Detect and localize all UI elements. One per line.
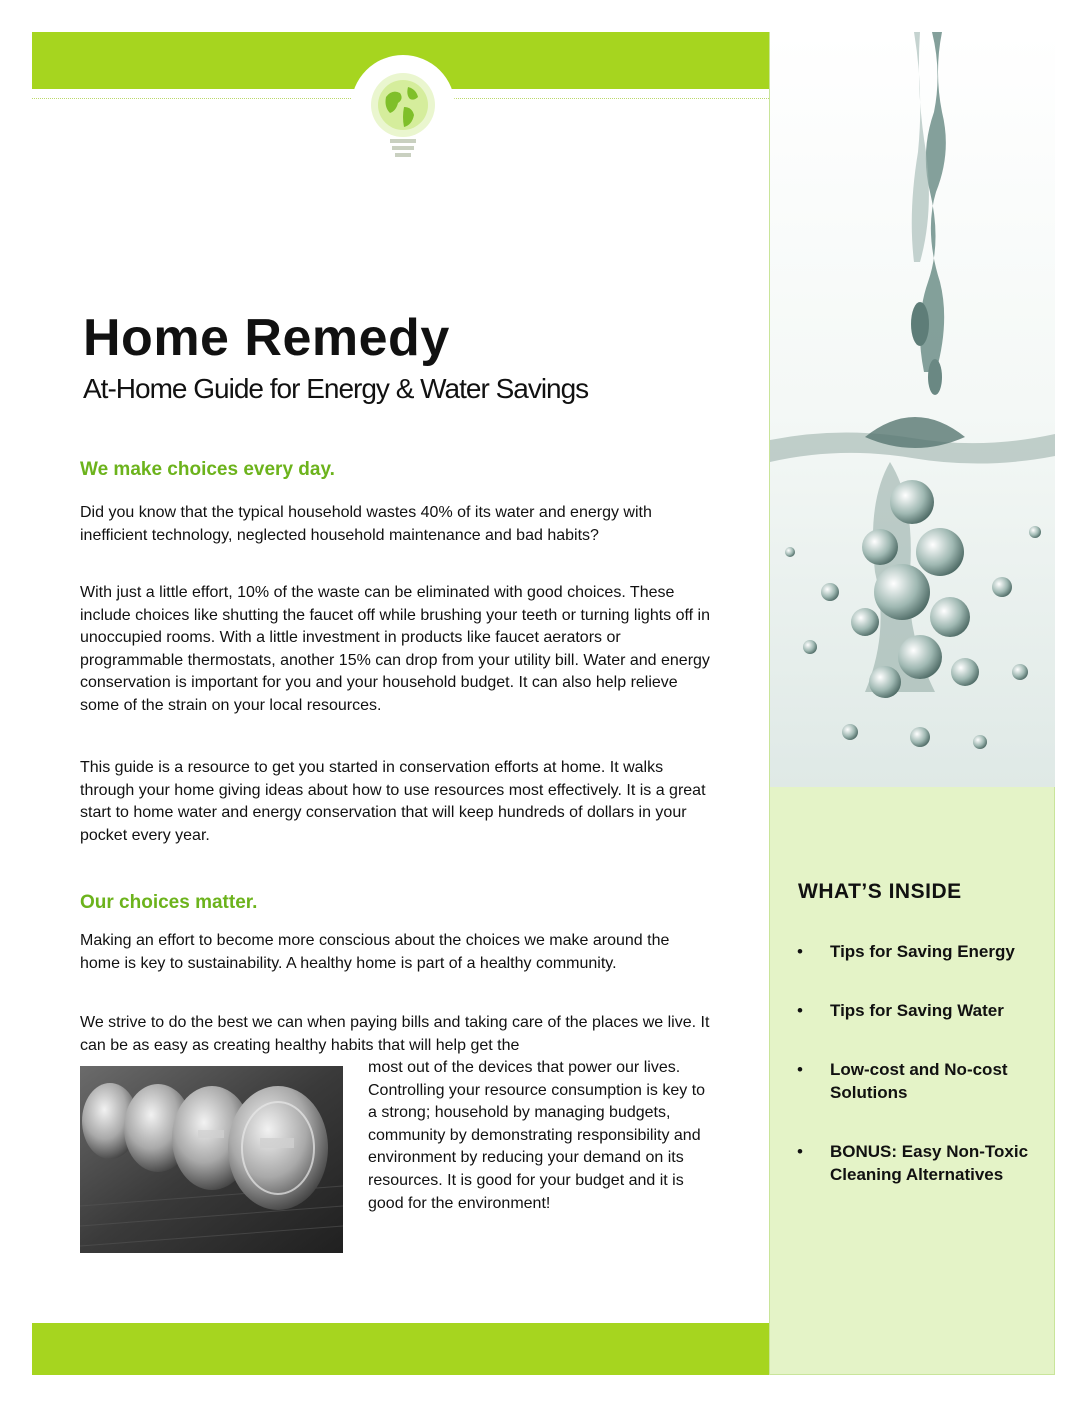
list-item-label: Tips for Saving Energy — [830, 942, 1015, 961]
paragraph: This guide is a resource to get you started in conservation efforts at home. It walks through your home giving ideas about how to use resources most effectively. It is a great start to home water and energy conservation that will keep hundreds of dollars in your pocket every year. — [80, 759, 706, 844]
sidebar-panel — [769, 32, 1055, 1375]
bottom-accent-bar — [32, 1323, 769, 1375]
paragraph: With just a little effort, 10% of the waste can be eliminated with good choices. These include choices like shutting the faucet off while brushing your teeth or turning lights off in unoccupied rooms. With a little investment in products like faucet aerators or programmable thermostats, another 15% can drop from your utility bill. Water and energy conservation is important for you and your household budget. It can also help relieve some of the strain on your local resources. — [80, 584, 711, 714]
list-item — [797, 999, 1037, 1022]
paragraph: Did you know that the typical household wastes 40% of its water and energy with inefficient technology, neglected household maintenance and bad habits? — [80, 504, 652, 544]
list-item — [797, 1058, 1037, 1104]
wrapped-paragraph: most out of the devices that power our lives. Controlling your resource consumption is key to a strong; household by managing budgets, community by demonstrating responsibility and environment by reducing your demand on its resources. It is good for your budget and it is good for the environment! — [368, 1059, 706, 1212]
paragraph: Making an effort to become more conscious about the choices we make around the home is key to sustainability. A healthy home is part of a healthy community. — [80, 932, 670, 972]
water-splash-image — [770, 32, 1055, 787]
whats-inside-list — [797, 940, 1037, 1222]
bullet-icon: • — [797, 1060, 803, 1079]
list-item — [797, 1140, 1037, 1186]
paragraph: We strive to do the best we can when paying bills and taking care of the places we live. It can be as easy as creating healthy habits that will help get the — [80, 1014, 710, 1054]
list-item-label: Low-cost and No-cost Solutions — [830, 1060, 1008, 1102]
list-item-label: BONUS: Easy Non-Toxic Cleaning Alternatives — [830, 1142, 1029, 1184]
section-heading-choices: We make choices every day. — [80, 459, 335, 480]
whats-inside-title: WHAT’S INSIDE — [798, 880, 962, 903]
globe-lightbulb-icon — [350, 55, 456, 175]
bullet-icon: • — [797, 942, 803, 961]
section-heading-matter: Our choices matter. — [80, 892, 258, 913]
list-item-label: Tips for Saving Water — [830, 1001, 1004, 1020]
page-title: Home Remedy — [83, 309, 450, 367]
bullet-icon: • — [797, 1001, 803, 1020]
bullet-icon: • — [797, 1142, 803, 1161]
list-item — [797, 940, 1037, 963]
page-subtitle: At-Home Guide for Energy & Water Savings — [83, 373, 589, 404]
electric-meters-image — [80, 1066, 343, 1253]
